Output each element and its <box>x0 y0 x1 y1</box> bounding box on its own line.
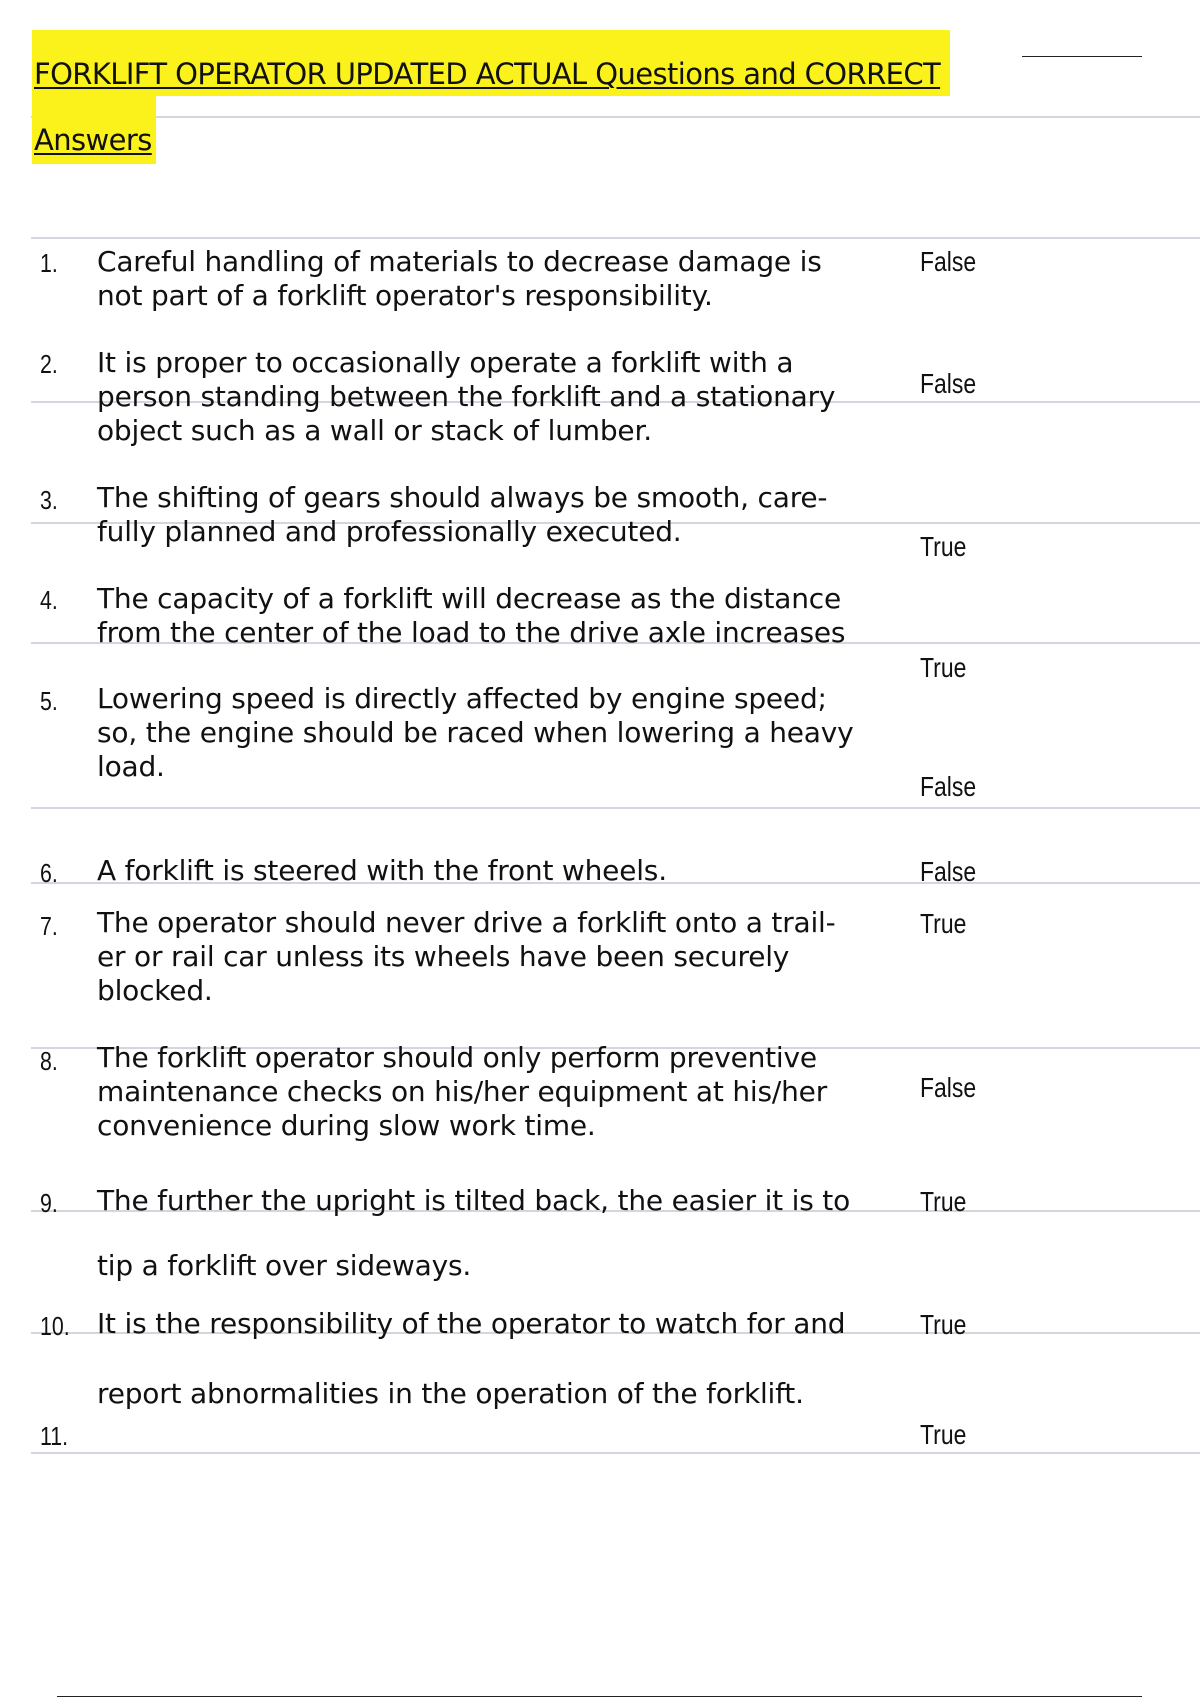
question-text-line: object such as a wall or stack of lumber. <box>97 414 652 447</box>
question-text-line: Careful handling of materials to decrease damage is <box>97 245 822 278</box>
question-number: 11. <box>40 1421 69 1451</box>
document-title-line-2: Answers <box>32 96 156 164</box>
question-text-line: The forklift operator should only perform preventive <box>97 1041 817 1074</box>
question-text-line: Lowering speed is directly affected by engine speed; <box>97 682 827 715</box>
question-text-line: not part of a forklift operator's responsibility. <box>97 279 713 312</box>
answer-label: True <box>920 1186 967 1217</box>
question-text-line: A forklift is steered with the front wheels. <box>97 854 667 887</box>
question-text-line: tip a forklift over sideways. <box>97 1249 472 1282</box>
answer-label: False <box>920 368 977 399</box>
page-bottom-rule <box>57 1696 1142 1697</box>
rule-line <box>31 1452 1200 1454</box>
question-number: 9. <box>40 1188 58 1218</box>
answer-label: True <box>920 908 967 939</box>
question-text-line: fully planned and professionally executed. <box>97 515 682 548</box>
rule-line <box>31 807 1200 809</box>
answer-label: False <box>920 1072 977 1103</box>
question-number: 1. <box>40 248 58 278</box>
question-text-line: The operator should never drive a forklift onto a trail- <box>97 906 836 939</box>
question-text-line: blocked. <box>97 974 213 1007</box>
question-text-line: load. <box>97 750 165 783</box>
question-number: 7. <box>40 911 58 941</box>
question-number: 5. <box>40 686 58 716</box>
question-number: 2. <box>40 349 58 379</box>
question-text-line: report abnormalities in the operation of the forklift. <box>97 1377 804 1410</box>
question-number: 4. <box>40 585 58 615</box>
question-number: 10. <box>40 1311 70 1341</box>
question-text-line: so, the engine should be raced when lowering a heavy <box>97 716 854 749</box>
question-text-line: convenience during slow work time. <box>97 1109 596 1142</box>
answer-label: True <box>920 531 967 562</box>
question-text-line: maintenance checks on his/her equipment at his/her <box>97 1075 828 1108</box>
answer-label: True <box>920 1309 967 1340</box>
question-text-line: The further the upright is tilted back, the easier it is to <box>97 1184 851 1217</box>
rule-line <box>31 116 1200 118</box>
answer-label: False <box>920 246 977 277</box>
rule-line <box>31 237 1200 239</box>
answer-label: False <box>920 856 977 887</box>
question-text-line: person standing between the forklift and a stationary <box>97 380 836 413</box>
question-text-line: It is the responsibility of the operator to watch for and <box>97 1307 846 1340</box>
question-text-line: It is proper to occasionally operate a forklift with a <box>97 346 794 379</box>
answer-label: False <box>920 771 977 802</box>
answer-label: True <box>920 1419 967 1450</box>
question-number: 8. <box>40 1046 58 1076</box>
question-text-line: The capacity of a forklift will decrease as the distance <box>97 582 842 615</box>
question-text-line: The shifting of gears should always be smooth, care- <box>97 481 828 514</box>
document-title-line-1: FORKLIFT OPERATOR UPDATED ACTUAL Questions and CORRECT <box>32 30 950 96</box>
question-text-line: from the center of the load to the drive axle increases <box>97 616 846 649</box>
question-number: 6. <box>40 858 58 888</box>
title-top-rule <box>1022 56 1142 57</box>
question-text-line: er or rail car unless its wheels have been securely <box>97 940 790 973</box>
question-number: 3. <box>40 485 58 515</box>
answer-label: True <box>920 652 967 683</box>
